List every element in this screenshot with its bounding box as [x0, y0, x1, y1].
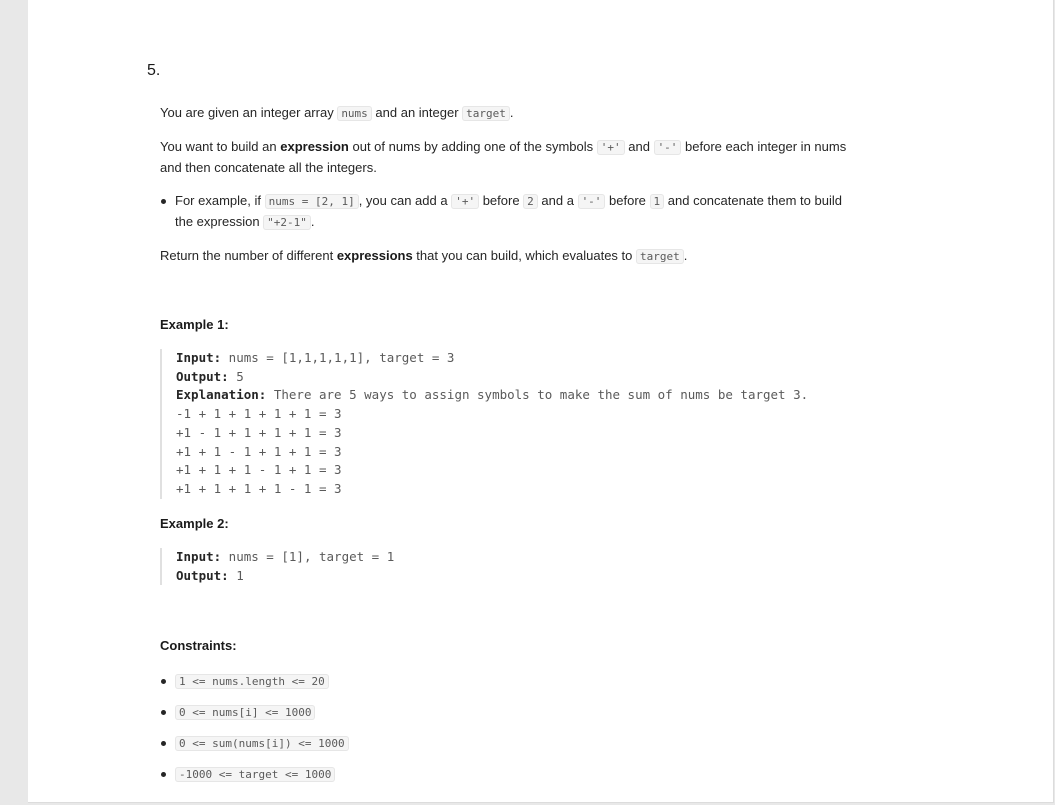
bold-expressions: expressions [336, 248, 413, 263]
bullet-dot [161, 710, 166, 715]
example-1-block: Input: nums = [1,1,1,1,1], target = 3 Output: 5 Explanation: There are 5 ways to assign symbols to make the sum of nums be target 3. -1 + 1 + 1 + 1 + 1 = 3 +1 - 1 + 1 + 1 + 1 = 3 +1 + 1 - 1 + 1 + 1 = 3 +1 + 1 + 1 - 1 + 1 = 3 +1 + 1 + 1 + 1 - 1 = 3 [160, 349, 808, 499]
example-bullet: For example, if nums = [2, 1] , you can add a '+' before 2 and a '-' before 1 and concatenate them to build the expression "+2-1" . [160, 191, 855, 233]
constraint-item: 0 <= sum(nums[i]) <= 1000 [160, 733, 349, 754]
example-2-block: Input: nums = [1], target = 1 Output: 1 [160, 548, 394, 585]
code-plus: '+' [597, 140, 625, 155]
example-1-title: Example 1: [160, 317, 229, 332]
bullet-dot [161, 679, 166, 684]
bullet-dot [161, 199, 166, 204]
bold-expression: expression [280, 139, 349, 154]
constraint-item: 0 <= nums[i] <= 1000 [160, 702, 315, 723]
problem-number: 5. [147, 62, 161, 79]
example-2-title: Example 2: [160, 516, 229, 531]
description-paragraph-2: You want to build an expression out of nums by adding one of the symbols '+' and '-' before each integer in nums and then concatenate all the integers. [160, 139, 847, 175]
document-page [28, 0, 1054, 803]
code-target: target [462, 106, 510, 121]
constraints-title: Constraints: [160, 638, 237, 653]
constraint-item: -1000 <= target <= 1000 [160, 764, 335, 785]
bullet-dot [161, 772, 166, 777]
constraint-item: 1 <= nums.length <= 20 [160, 671, 329, 692]
description-paragraph-3: Return the number of different expressions that you can build, which evaluates to target . [160, 248, 688, 263]
bullet-dot [161, 741, 166, 746]
code-minus: '-' [654, 140, 682, 155]
description-paragraph-1: You are given an integer array nums and an integer target . [160, 105, 514, 120]
code-nums: nums [337, 106, 372, 121]
